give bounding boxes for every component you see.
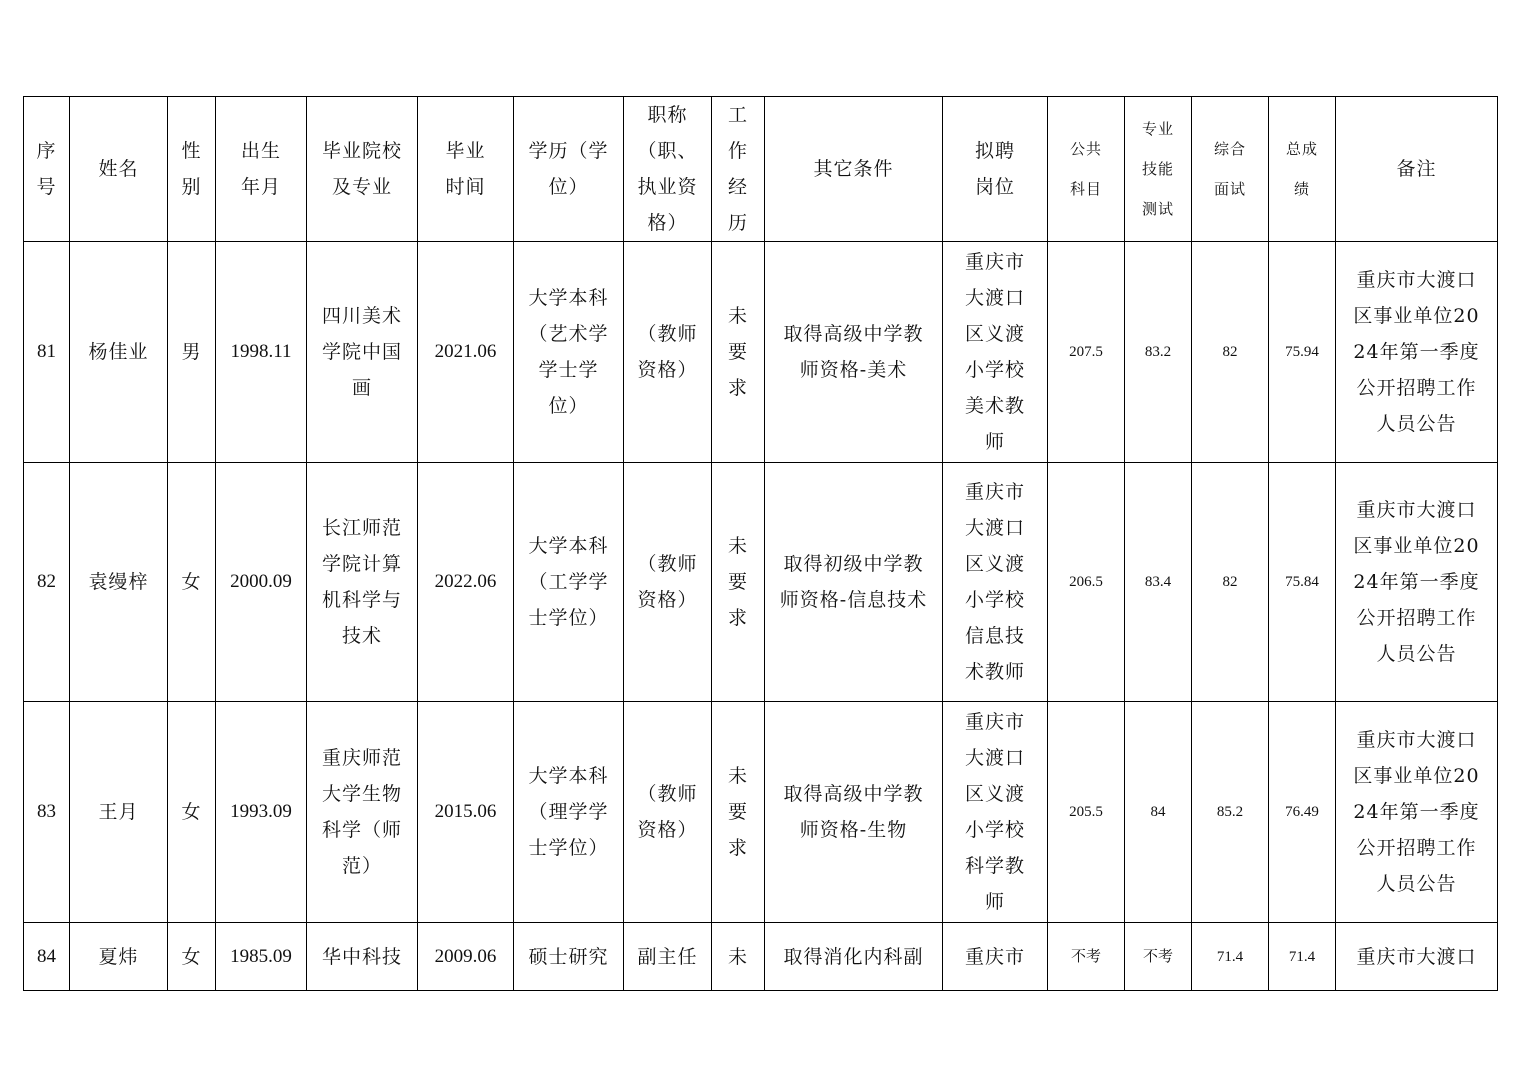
- cell-seq: 83: [24, 702, 70, 923]
- cell-position: 重庆市大渡口区义渡小学校信息技术教师: [943, 463, 1048, 702]
- cell-interview: 71.4: [1192, 923, 1269, 991]
- cell-seq: 82: [24, 463, 70, 702]
- cell-education: 大学本科（工学学士学位）: [514, 463, 624, 702]
- header-experience: 工作经历: [712, 97, 765, 242]
- header-total: 总成绩: [1269, 97, 1336, 242]
- cell-remark: 重庆市大渡口区事业单位2024年第一季度公开招聘工作人员公告: [1336, 242, 1498, 463]
- cell-school: 四川美术学院中国画: [307, 242, 418, 463]
- cell-gender: 女: [168, 702, 216, 923]
- header-name: 姓名: [70, 97, 168, 242]
- header-remark: 备注: [1336, 97, 1498, 242]
- cell-name: 王月: [70, 702, 168, 923]
- cell-total: 76.49: [1269, 702, 1336, 923]
- cell-skill: 83.4: [1125, 463, 1192, 702]
- cell-remark: 重庆市大渡口区事业单位2024年第一季度公开招聘工作人员公告: [1336, 463, 1498, 702]
- table-row: [24, 923, 1498, 991]
- header-title: 职称（职、执业资格）: [624, 97, 712, 242]
- header-public: 公共科目: [1048, 97, 1125, 242]
- cell-seq: 81: [24, 242, 70, 463]
- cell-grad-time: 2009.06: [418, 923, 514, 991]
- cell-other: 取得消化内科副: [765, 923, 943, 991]
- cell-total: 75.94: [1269, 242, 1336, 463]
- cell-birth: 1985.09: [216, 923, 307, 991]
- cell-school: 重庆师范大学生物科学（师范）: [307, 702, 418, 923]
- cell-title: 副主任: [624, 923, 712, 991]
- cell-skill: 84: [1125, 702, 1192, 923]
- header-birth: 出生年月: [216, 97, 307, 242]
- header-other: 其它条件: [765, 97, 943, 242]
- cell-position: 重庆市大渡口区义渡小学校美术教师: [943, 242, 1048, 463]
- cell-public: 206.5: [1048, 463, 1125, 702]
- cell-other: 取得高级中学教师资格-生物: [765, 702, 943, 923]
- cell-title: （教师资格）: [624, 242, 712, 463]
- cell-other: 取得初级中学教师资格-信息技术: [765, 463, 943, 702]
- cell-experience: 未要求: [712, 242, 765, 463]
- table-row: [24, 463, 1498, 702]
- cell-remark: 重庆市大渡口: [1336, 923, 1498, 991]
- cell-experience: 未要求: [712, 463, 765, 702]
- cell-position: 重庆市: [943, 923, 1048, 991]
- cell-grad-time: 2015.06: [418, 702, 514, 923]
- header-school: 毕业院校及专业: [307, 97, 418, 242]
- cell-name: 夏炜: [70, 923, 168, 991]
- cell-education: 硕士研究: [514, 923, 624, 991]
- cell-education: 大学本科（艺术学学士学位）: [514, 242, 624, 463]
- header-row: [24, 97, 1498, 242]
- cell-experience: 未: [712, 923, 765, 991]
- header-gender: 性别: [168, 97, 216, 242]
- cell-interview: 82: [1192, 463, 1269, 702]
- cell-grad-time: 2021.06: [418, 242, 514, 463]
- cell-public: 不考: [1048, 923, 1125, 991]
- header-position: 拟聘岗位: [943, 97, 1048, 242]
- cell-position: 重庆市大渡口区义渡小学校科学教师: [943, 702, 1048, 923]
- header-education: 学历（学位）: [514, 97, 624, 242]
- cell-remark: 重庆市大渡口区事业单位2024年第一季度公开招聘工作人员公告: [1336, 702, 1498, 923]
- cell-title: （教师资格）: [624, 463, 712, 702]
- cell-seq: 84: [24, 923, 70, 991]
- cell-experience: 未要求: [712, 702, 765, 923]
- table-row: [24, 702, 1498, 923]
- header-seq: 序号: [24, 97, 70, 242]
- cell-skill: 不考: [1125, 923, 1192, 991]
- cell-total: 71.4: [1269, 923, 1336, 991]
- cell-grad-time: 2022.06: [418, 463, 514, 702]
- cell-public: 205.5: [1048, 702, 1125, 923]
- cell-title: （教师资格）: [624, 702, 712, 923]
- header-interview: 综合面试: [1192, 97, 1269, 242]
- cell-birth: 1998.11: [216, 242, 307, 463]
- cell-skill: 83.2: [1125, 242, 1192, 463]
- cell-gender: 女: [168, 923, 216, 991]
- cell-public: 207.5: [1048, 242, 1125, 463]
- recruitment-table: [23, 96, 1498, 991]
- cell-interview: 82: [1192, 242, 1269, 463]
- cell-name: 袁缦梓: [70, 463, 168, 702]
- table-row: [24, 242, 1498, 463]
- cell-school: 华中科技: [307, 923, 418, 991]
- cell-school: 长江师范学院计算机科学与技术: [307, 463, 418, 702]
- cell-gender: 女: [168, 463, 216, 702]
- header-skill: 专业技能测试: [1125, 97, 1192, 242]
- cell-interview: 85.2: [1192, 702, 1269, 923]
- cell-name: 杨佳业: [70, 242, 168, 463]
- cell-total: 75.84: [1269, 463, 1336, 702]
- cell-gender: 男: [168, 242, 216, 463]
- cell-birth: 1993.09: [216, 702, 307, 923]
- cell-other: 取得高级中学教师资格-美术: [765, 242, 943, 463]
- header-grad-time: 毕业时间: [418, 97, 514, 242]
- cell-education: 大学本科（理学学士学位）: [514, 702, 624, 923]
- cell-birth: 2000.09: [216, 463, 307, 702]
